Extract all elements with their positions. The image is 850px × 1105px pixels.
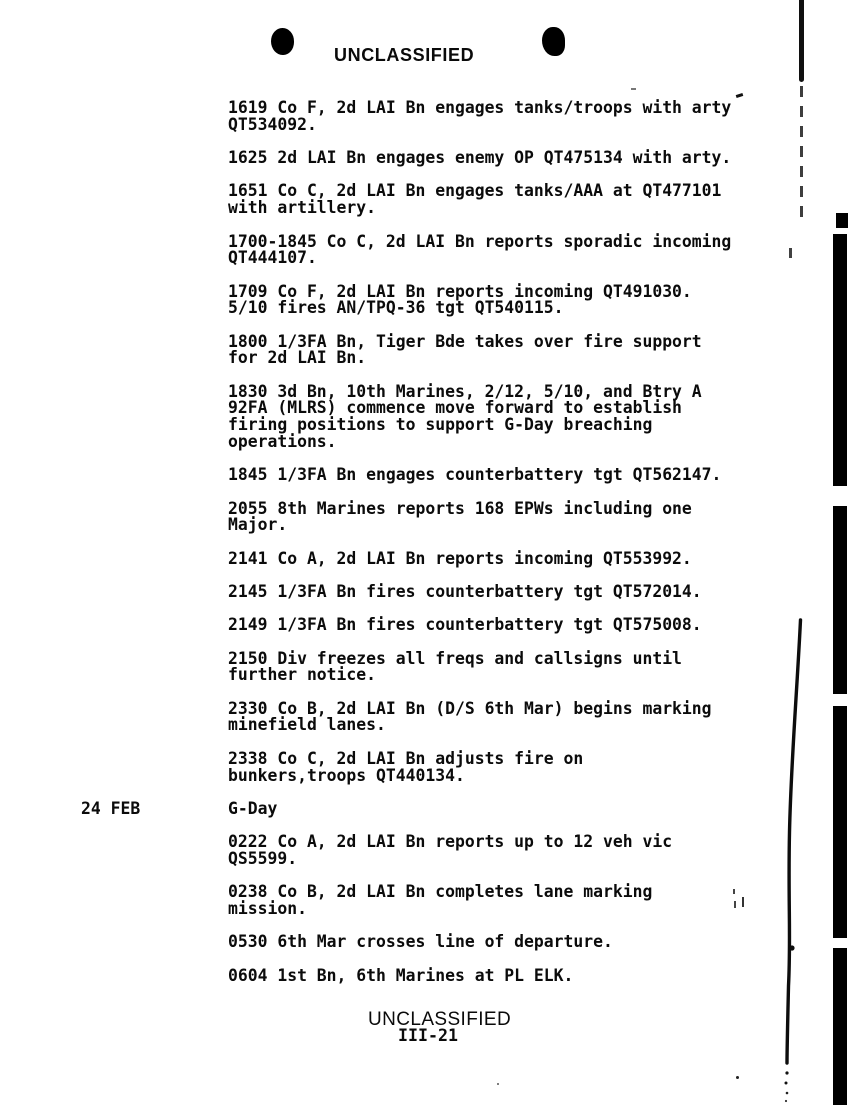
log-line: 2145 1/3FA Bn fires counterbattery tgt QT572014. [228, 581, 702, 601]
scan-artifact-bar [836, 213, 848, 228]
scan-speck [497, 1083, 499, 1085]
log-line: 1625 2d LAI Bn engages enemy OP QT475134 with arty. [228, 148, 732, 168]
log-line: for 2d LAI Bn. [228, 348, 367, 368]
log-entry [228, 281, 768, 318]
log-entry [228, 100, 768, 133]
log-line: 2149 1/3FA Bn fires counterbattery tgt QT575008. [228, 615, 702, 635]
log-entry [228, 381, 768, 451]
log-line: 1700-1845 Co C, 2d LAI Bn reports sporadic incoming [228, 231, 732, 251]
log-line: 1651 Co C, 2d LAI Bn engages tanks/AAA at QT477101 [228, 181, 722, 201]
log-line: 1830 3d Bn, 10th Marines, 2/12, 5/10, and Btry A [228, 381, 702, 401]
log-line: 2150 Div freezes all freqs and callsigns until [228, 648, 682, 668]
log-line: 2141 Co A, 2d LAI Bn reports incoming QT553992. [228, 548, 692, 568]
log-entry [228, 934, 768, 951]
scan-speck [631, 88, 636, 90]
log-entry [228, 183, 768, 216]
scan-speck [789, 248, 792, 258]
scan-artifact-bar [833, 948, 847, 1105]
scan-artifact-dashed-line [800, 86, 803, 218]
log-entry [228, 648, 768, 685]
chronology-entries [81, 98, 768, 1001]
log-line: 2338 Co C, 2d LAI Bn adjusts fire on [228, 748, 584, 768]
header-classification: UNCLASSIFIED [334, 45, 475, 65]
log-entry [228, 498, 768, 535]
log-line: minefield lanes. [228, 715, 386, 735]
log-entry [228, 617, 768, 634]
log-line: 0238 Co B, 2d LAI Bn completes lane marking [228, 882, 653, 902]
log-line: operations. [228, 431, 337, 451]
log-line: bunkers,troops QT440134. [228, 765, 465, 785]
log-line: 5/10 fires AN/TPQ-36 tgt QT540115. [228, 298, 564, 318]
log-entry [228, 331, 768, 368]
log-line: G-Day [228, 798, 278, 818]
log-line: QS5599. [228, 848, 298, 868]
scan-artifact-bar [833, 706, 847, 938]
log-line: 0530 6th Mar crosses line of departure. [228, 932, 613, 952]
log-entry [228, 965, 768, 985]
log-line: 1619 Co F, 2d LAI Bn engages tanks/troops with arty [228, 98, 732, 117]
hole-punch-mark-left-icon [271, 28, 294, 55]
log-line: 1845 1/3FA Bn engages counterbattery tgt QT562147. [228, 465, 722, 485]
footer-classification: UNCLASSIFIED [368, 1009, 512, 1030]
log-line: 0604 1st Bn, 6th Marines at PL ELK. [228, 965, 574, 985]
scan-speck [736, 1076, 739, 1079]
log-line: 2330 Co B, 2d LAI Bn (D/S 6th Mar) begins marking [228, 698, 712, 718]
log-line: 2055 8th Marines reports 168 EPWs including one [228, 498, 692, 518]
log-line: Major. [228, 515, 288, 535]
log-entry [228, 150, 768, 167]
log-line: mission. [228, 899, 307, 918]
log-entry [228, 748, 768, 785]
scan-artifact-bar [833, 506, 847, 694]
scan-artifact-line-top [799, 0, 804, 82]
log-line: 1800 1/3FA Bn, Tiger Bde takes over fire support [228, 331, 702, 351]
scan-speck [733, 889, 735, 894]
log-entry [228, 231, 768, 268]
scan-speck [742, 897, 744, 907]
log-line: QT444107. [228, 248, 317, 268]
log-line: 92FA (MLRS) commence move forward to establish [228, 398, 682, 418]
hole-punch-mark-right-icon [542, 27, 565, 56]
footer-page-number: III-21 [398, 1026, 458, 1045]
log-entry [228, 698, 768, 735]
log-line: 0222 Co A, 2d LAI Bn reports up to 12 veh vic [228, 832, 673, 852]
log-line: 1709 Co F, 2d LAI Bn reports incoming QT491030. [228, 281, 692, 301]
log-entry [228, 834, 768, 867]
log-entry [228, 467, 768, 484]
log-line: further notice. [228, 665, 377, 685]
log-entry [81, 798, 768, 818]
log-entry [228, 884, 768, 917]
margin-date-label: 24 FEB [81, 798, 141, 818]
log-entry [228, 548, 768, 568]
scan-speck [734, 901, 736, 908]
log-entry [228, 581, 768, 601]
log-line: firing positions to support G-Day breaching [228, 415, 653, 435]
scan-speck [736, 93, 744, 98]
scan-artifact-bar [833, 234, 847, 486]
log-line: with artillery. [228, 198, 377, 218]
log-line: QT534092. [228, 114, 317, 134]
